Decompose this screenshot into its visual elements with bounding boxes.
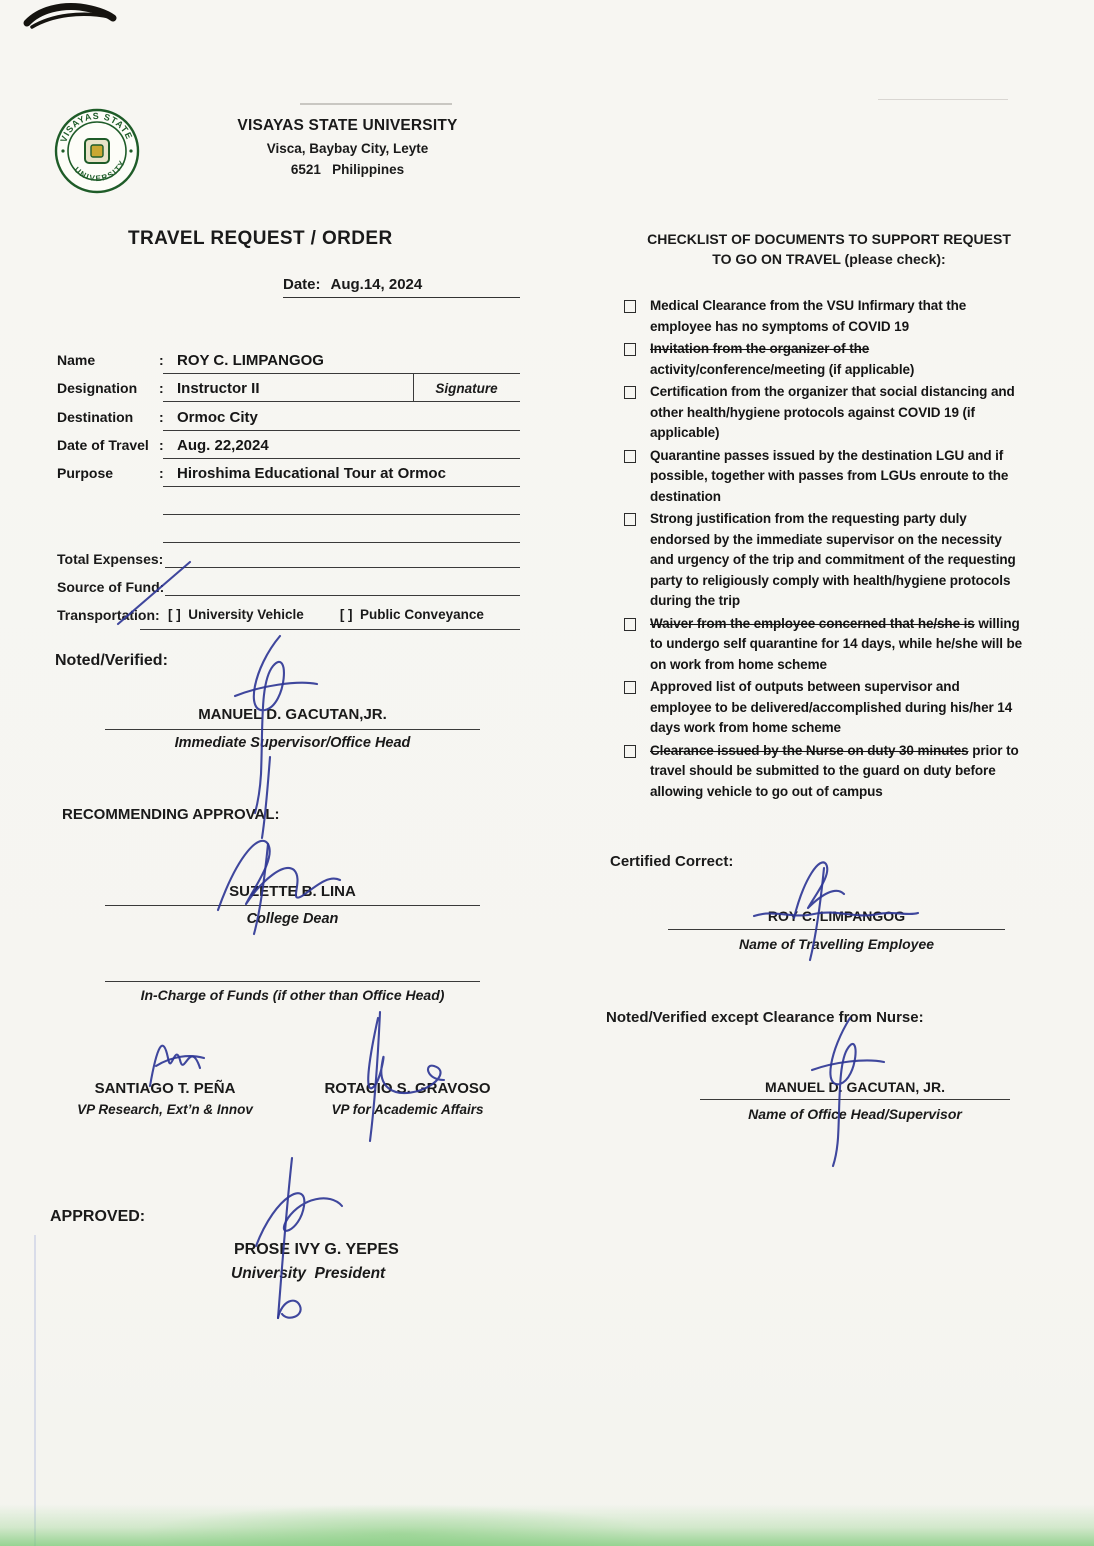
source-of-fund-label: Source of Fund: (57, 579, 165, 595)
scan-artifact-edge (34, 1235, 36, 1546)
purpose-field-row: Purpose : Hiroshima Educational Tour at Ormoc (57, 465, 446, 482)
signature-vp1 (142, 1026, 218, 1098)
underline (163, 486, 520, 487)
checkbox (624, 745, 636, 758)
travelling-employee-caption: Name of Travelling Employee (738, 936, 935, 952)
checkbox (624, 450, 636, 463)
purpose-label: Purpose (57, 465, 114, 481)
recommending-approval-label: RECOMMENDING APPROVAL: (62, 806, 280, 823)
checkbox (624, 386, 636, 399)
dean-name: SUZETTE B. LINA (229, 883, 356, 900)
underline (413, 401, 520, 402)
vp1-title: VP Research, Ext’n & Innov (77, 1102, 253, 1117)
transportation-label: Transportation: (57, 607, 160, 623)
checklist-item: Certification from the organizer that social distancing and other health/hygiene protocols against COVID 19 (if applicable) (622, 382, 1024, 444)
approved-label: APPROVED: (50, 1208, 146, 1225)
checklist-title-line1: CHECKLIST OF DOCUMENTS TO SUPPORT REQUEST (647, 231, 1011, 247)
form-title: TRAVEL REQUEST / ORDER (128, 228, 393, 249)
supervisor-name: MANUEL D. GACUTAN,JR. (198, 706, 387, 723)
total-expenses-label: Total Expenses: (57, 551, 164, 567)
supervisor-title: Immediate Supervisor/Office Head (174, 735, 411, 751)
signature-president (230, 1150, 390, 1325)
noted-verified-label: Noted/Verified: (55, 652, 168, 669)
signature-dean (200, 752, 380, 937)
underline (165, 595, 520, 596)
underline (165, 567, 520, 568)
travel-date-label: Date of Travel (57, 437, 149, 453)
designation-field-row: Designation : Instructor II (57, 380, 260, 397)
name-field-row: Name : ROY C. LIMPANGOG (57, 352, 324, 369)
travel-date-field-row: Date of Travel : Aug. 22,2024 (57, 437, 269, 454)
signature-vp2 (330, 1006, 465, 1146)
checklist (622, 296, 1024, 804)
pen-scribble-mark (20, 2, 120, 34)
signature-cell-label: Signature (435, 381, 498, 396)
underline (163, 458, 520, 459)
checklist-item: Medical Clearance from the VSU Infirmary that the employee has no symptoms of COVID 19 (622, 296, 1024, 337)
president-title: University President (231, 1265, 386, 1282)
date-row (283, 276, 520, 298)
destination-field-row: Destination : Ormoc City (57, 409, 258, 426)
purpose-value: Hiroshima Educational Tour at Ormoc (177, 465, 446, 482)
underline (163, 430, 520, 431)
checkbox (624, 618, 636, 631)
checklist-item: Clearance issued by the Nurse on duty 30 minutes prior to travel should be submitted to the guard on duty before allowing vehicle to go out of campus (622, 741, 1024, 803)
signature-office-head (788, 1010, 903, 1170)
noted-except-label: Noted/Verified except Clearance from Nurse: (606, 1009, 924, 1026)
checklist-title-line2: TO GO ON TRAVEL (please check): (712, 251, 946, 267)
dean-title: College Dean (246, 911, 339, 927)
university-seal-logo (53, 106, 141, 196)
office-head-caption: Name of Office Head/Supervisor (748, 1106, 962, 1122)
certified-correct-label: Certified Correct: (610, 853, 734, 870)
name-value: ROY C. LIMPANGOG (177, 352, 324, 369)
scan-artifact-line (300, 103, 452, 105)
checklist-item: Invitation from the organizer of the activity/conference/meeting (if applicable) (622, 339, 1024, 380)
name-label: Name (57, 352, 96, 368)
transport-option-university-vehicle: [ ] University Vehicle (168, 607, 304, 622)
underline (163, 542, 520, 543)
travel-date-value: Aug. 22,2024 (177, 437, 269, 454)
checkbox (624, 681, 636, 694)
checklist-item: Quarantine passes issued by the destination LGU and if possible, together with passes from LGUs enroute to the destination (622, 446, 1024, 508)
checklist-item: Approved list of outputs between supervisor and employee to be delivered/accomplished during his/her 14 days work from home scheme (622, 677, 1024, 739)
funds-caption: In-Charge of Funds (if other than Office Head) (140, 987, 445, 1003)
svg-text:VISAYAS STATE: VISAYAS STATE (58, 110, 135, 144)
underline (163, 373, 520, 374)
checkbox (624, 513, 636, 526)
president-name: PROSE IVY G. YEPES (234, 1241, 399, 1258)
transport-option-public-conveyance: [ ] Public Conveyance (339, 607, 484, 622)
checkbox (624, 343, 636, 356)
office-head-name: MANUEL D. GACUTAN, JR. (765, 1079, 945, 1095)
transportation-options (168, 607, 484, 622)
designation-label: Designation (57, 380, 138, 396)
pen-slash-mark (112, 556, 198, 630)
underline (163, 514, 520, 515)
vp2-title: VP for Academic Affairs (331, 1102, 484, 1117)
university-address-line1: Visca, Baybay City, Leyte (266, 141, 429, 156)
designation-value: Instructor II (177, 380, 260, 397)
destination-label: Destination (57, 409, 134, 425)
underline (163, 401, 413, 402)
checklist-item: Strong justification from the requesting party duly endorsed by the immediate supervisor on the necessity and urgency of the trip and commitment of the requesting party to religiously comply with health/hygiene protocols during the trip (622, 509, 1024, 612)
underline (105, 981, 480, 982)
checkbox (624, 300, 636, 313)
svg-text:UNIVERSITY: UNIVERSITY (72, 158, 128, 184)
travelling-employee-name: ROY C. LIMPANGOG (767, 908, 906, 924)
university-address-line2: 6521 Philippines (290, 162, 405, 177)
scan-artifact-green-band (0, 1504, 1094, 1546)
vp1-name: SANTIAGO T. PEÑA (94, 1080, 236, 1097)
vp2-name: ROTACIO S. GRAVOSO (324, 1080, 491, 1097)
pen-strike-over-employee-name (752, 906, 920, 922)
date-value: Aug.14, 2024 (330, 276, 423, 293)
checklist-item: Waiver from the employee concerned that he/she is willing to undergo self quarantine for 14 days, while he/she will be on work from home scheme (622, 614, 1024, 676)
destination-value: Ormoc City (177, 409, 258, 426)
date-label: Date: (283, 276, 321, 293)
university-name: VISAYAS STATE UNIVERSITY (237, 117, 458, 134)
scan-artifact-line (878, 99, 1008, 100)
